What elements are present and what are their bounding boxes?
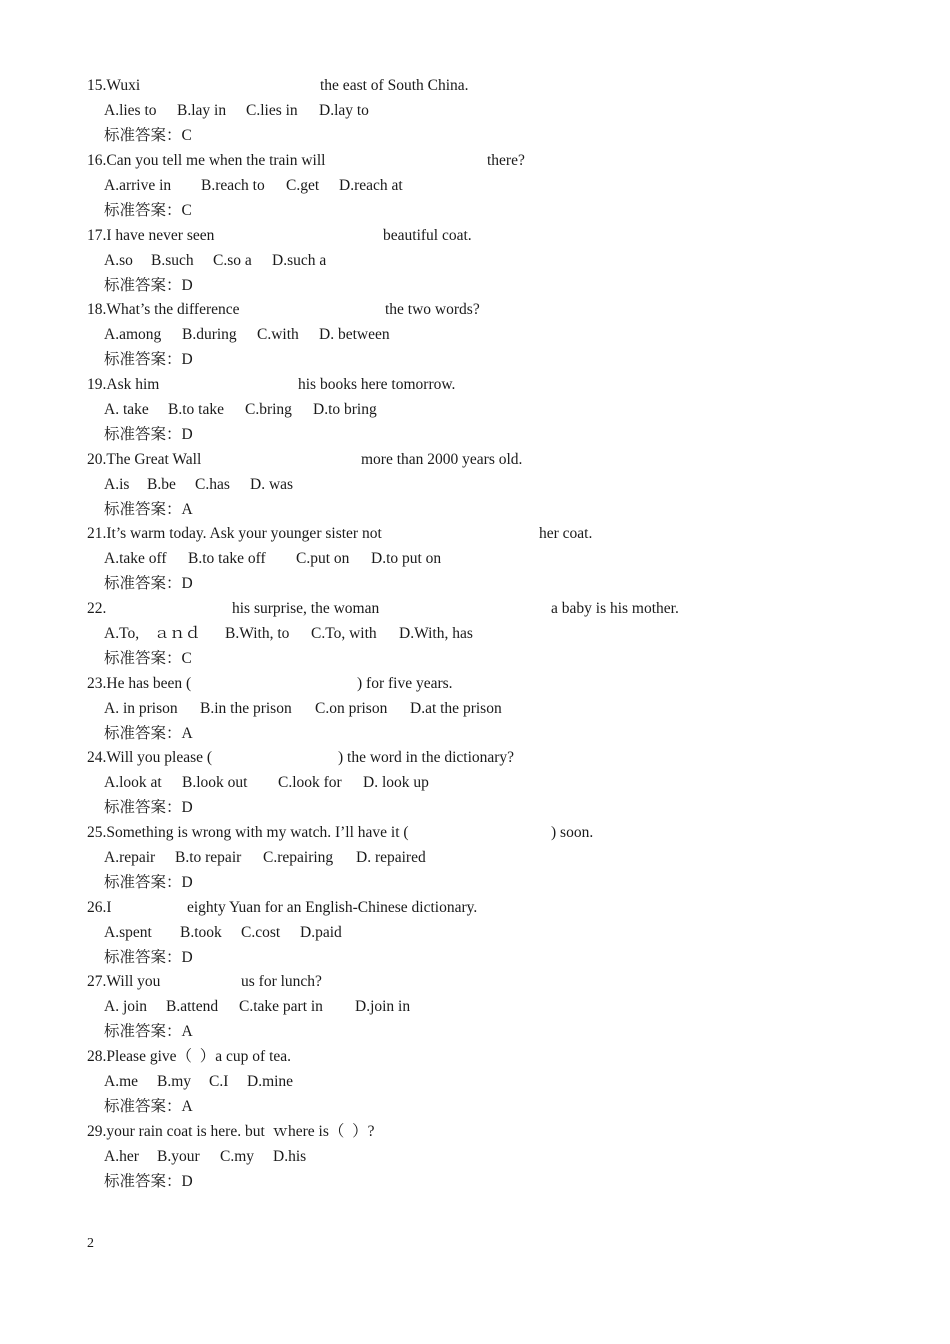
option-c: C.repairing — [263, 849, 334, 866]
answer-line: 标准答案：D — [104, 277, 193, 294]
option-a: A.look at — [104, 774, 162, 791]
stem-text: eighty Yuan for an English-Chinese dictionary. — [187, 899, 478, 916]
answer-line: 标准答案：D — [104, 426, 193, 443]
option-c: C.look for — [278, 774, 342, 791]
stem-text: 20.The Great Wall — [87, 451, 202, 468]
option-d: D.lay to — [319, 102, 369, 119]
option-b: B.attend — [166, 998, 219, 1015]
answer-line: 标准答案：A — [104, 1023, 193, 1040]
stem-text: ) soon. — [551, 824, 594, 841]
option-a: A. in prison — [104, 700, 178, 717]
stem-text: his surprise, the woman — [232, 600, 380, 617]
answer-line: 标准答案：D — [104, 874, 193, 891]
option-d: D.join in — [355, 998, 411, 1015]
stem-text: us for lunch? — [241, 973, 322, 990]
answer-line: 标准答案：D — [104, 949, 193, 966]
option-c: C.lies in — [246, 102, 298, 119]
stem-text: 24.Will you please ( — [87, 749, 213, 766]
option-b: B.took — [180, 924, 222, 941]
option-b: B.look out — [182, 774, 248, 791]
option-b: B.during — [182, 326, 237, 343]
option-d: D. was — [250, 476, 294, 493]
stem-text: beautiful coat. — [383, 227, 472, 244]
option-b: B.such — [151, 252, 194, 269]
option-c: C.so a — [213, 252, 252, 269]
stem-text: 25.Something is wrong with my watch. I’ll have it ( — [87, 824, 409, 841]
option-c: C.bring — [245, 401, 292, 418]
stem-text: 18.What’s the difference — [87, 301, 240, 318]
answer-line: 标准答案：A — [104, 501, 193, 518]
stem-text: the east of South China. — [320, 77, 469, 94]
option-a: A.spent — [104, 924, 152, 941]
stem-text: 26.I — [87, 899, 112, 916]
option-a-fullwidth-text: ａｎｄ — [154, 625, 201, 642]
option-b: B.your — [157, 1148, 200, 1165]
stem-text: the two words? — [385, 301, 480, 318]
answer-line: 标准答案：D — [104, 799, 193, 816]
option-a: A.arrive in — [104, 177, 172, 194]
answer-line: 标准答案：D — [104, 575, 193, 592]
option-b: B.in the prison — [200, 700, 292, 717]
option-b: B.With, to — [225, 625, 290, 642]
option-b: B.my — [157, 1073, 192, 1090]
option-c: C.with — [257, 326, 299, 343]
answer-line: 标准答案：A — [104, 725, 193, 742]
stem-text: 29.your rain coat is here. but ｗhere is（ ）? — [87, 1123, 375, 1140]
option-c: C.To, with — [311, 625, 377, 642]
stem-text: more than 2000 years old. — [361, 451, 523, 468]
stem-text: there? — [487, 152, 525, 169]
option-a: A.me — [104, 1073, 139, 1090]
stem-text: ) for five years. — [357, 675, 453, 692]
option-d: D.such a — [272, 252, 327, 269]
stem-text: 21.It’s warm today. Ask your younger sister not — [87, 525, 382, 542]
answer-line: 标准答案：A — [104, 1098, 193, 1115]
option-a: A. join — [104, 998, 148, 1015]
stem-text: 22. — [87, 600, 107, 617]
option-c: C.I — [209, 1073, 229, 1090]
option-c: C.get — [286, 177, 320, 194]
stem-text: 17.I have never seen — [87, 227, 215, 244]
stem-text: 27.Will you — [87, 973, 161, 990]
option-d: D.With, has — [399, 625, 473, 642]
option-d: D.mine — [247, 1073, 294, 1090]
option-a: A. take — [104, 401, 149, 418]
answer-line: 标准答案：D — [104, 351, 193, 368]
stem-text: 16.Can you tell me when the train will — [87, 152, 326, 169]
option-a: A.take off — [104, 550, 167, 567]
option-a: A.is — [104, 476, 130, 493]
stem-text: 15.Wuxi — [87, 77, 141, 94]
page-number: 2 — [87, 1236, 94, 1251]
option-b: B.reach to — [201, 177, 265, 194]
option-d: D. between — [319, 326, 390, 343]
answer-line: 标准答案：D — [104, 1173, 193, 1190]
option-d: D.to put on — [371, 550, 442, 567]
option-d: D.his — [273, 1148, 307, 1165]
option-d: D. look up — [363, 774, 429, 791]
option-a: A.repair — [104, 849, 156, 866]
option-c: C.take part in — [239, 998, 323, 1015]
option-c: C.put on — [296, 550, 350, 567]
option-b: B.to take off — [188, 550, 266, 567]
option-d: D. repaired — [356, 849, 426, 866]
stem-text: her coat. — [539, 525, 593, 542]
option-c: C.my — [220, 1148, 255, 1165]
answer-line: 标准答案：C — [104, 127, 192, 144]
stem-text: 19.Ask him — [87, 376, 160, 393]
option-d: D.paid — [300, 924, 342, 941]
option-d: D.at the prison — [410, 700, 502, 717]
stem-text: 23.He has been ( — [87, 675, 192, 692]
option-a: A.lies to — [104, 102, 157, 119]
stem-text: his books here tomorrow. — [298, 376, 456, 393]
option-b: B.to repair — [175, 849, 242, 866]
option-c: C.cost — [241, 924, 281, 941]
option-c: C.on prison — [315, 700, 388, 717]
option-a: A.To, — [104, 625, 140, 642]
option-a: A.so — [104, 252, 133, 269]
option-a: A.among — [104, 326, 162, 343]
option-b: B.lay in — [177, 102, 227, 119]
option-b: B.to take — [168, 401, 224, 418]
option-d: D.reach at — [339, 177, 403, 194]
stem-text: ) the word in the dictionary? — [338, 749, 515, 766]
option-d: D.to bring — [313, 401, 377, 418]
option-b: B.be — [147, 476, 176, 493]
stem-text: 28.Please give（ ）a cup of tea. — [87, 1048, 292, 1065]
option-a: A.her — [104, 1148, 139, 1165]
stem-text: a baby is his mother. — [551, 600, 679, 617]
answer-line: 标准答案：C — [104, 202, 192, 219]
answer-line: 标准答案：C — [104, 650, 192, 667]
option-c: C.has — [195, 476, 230, 493]
